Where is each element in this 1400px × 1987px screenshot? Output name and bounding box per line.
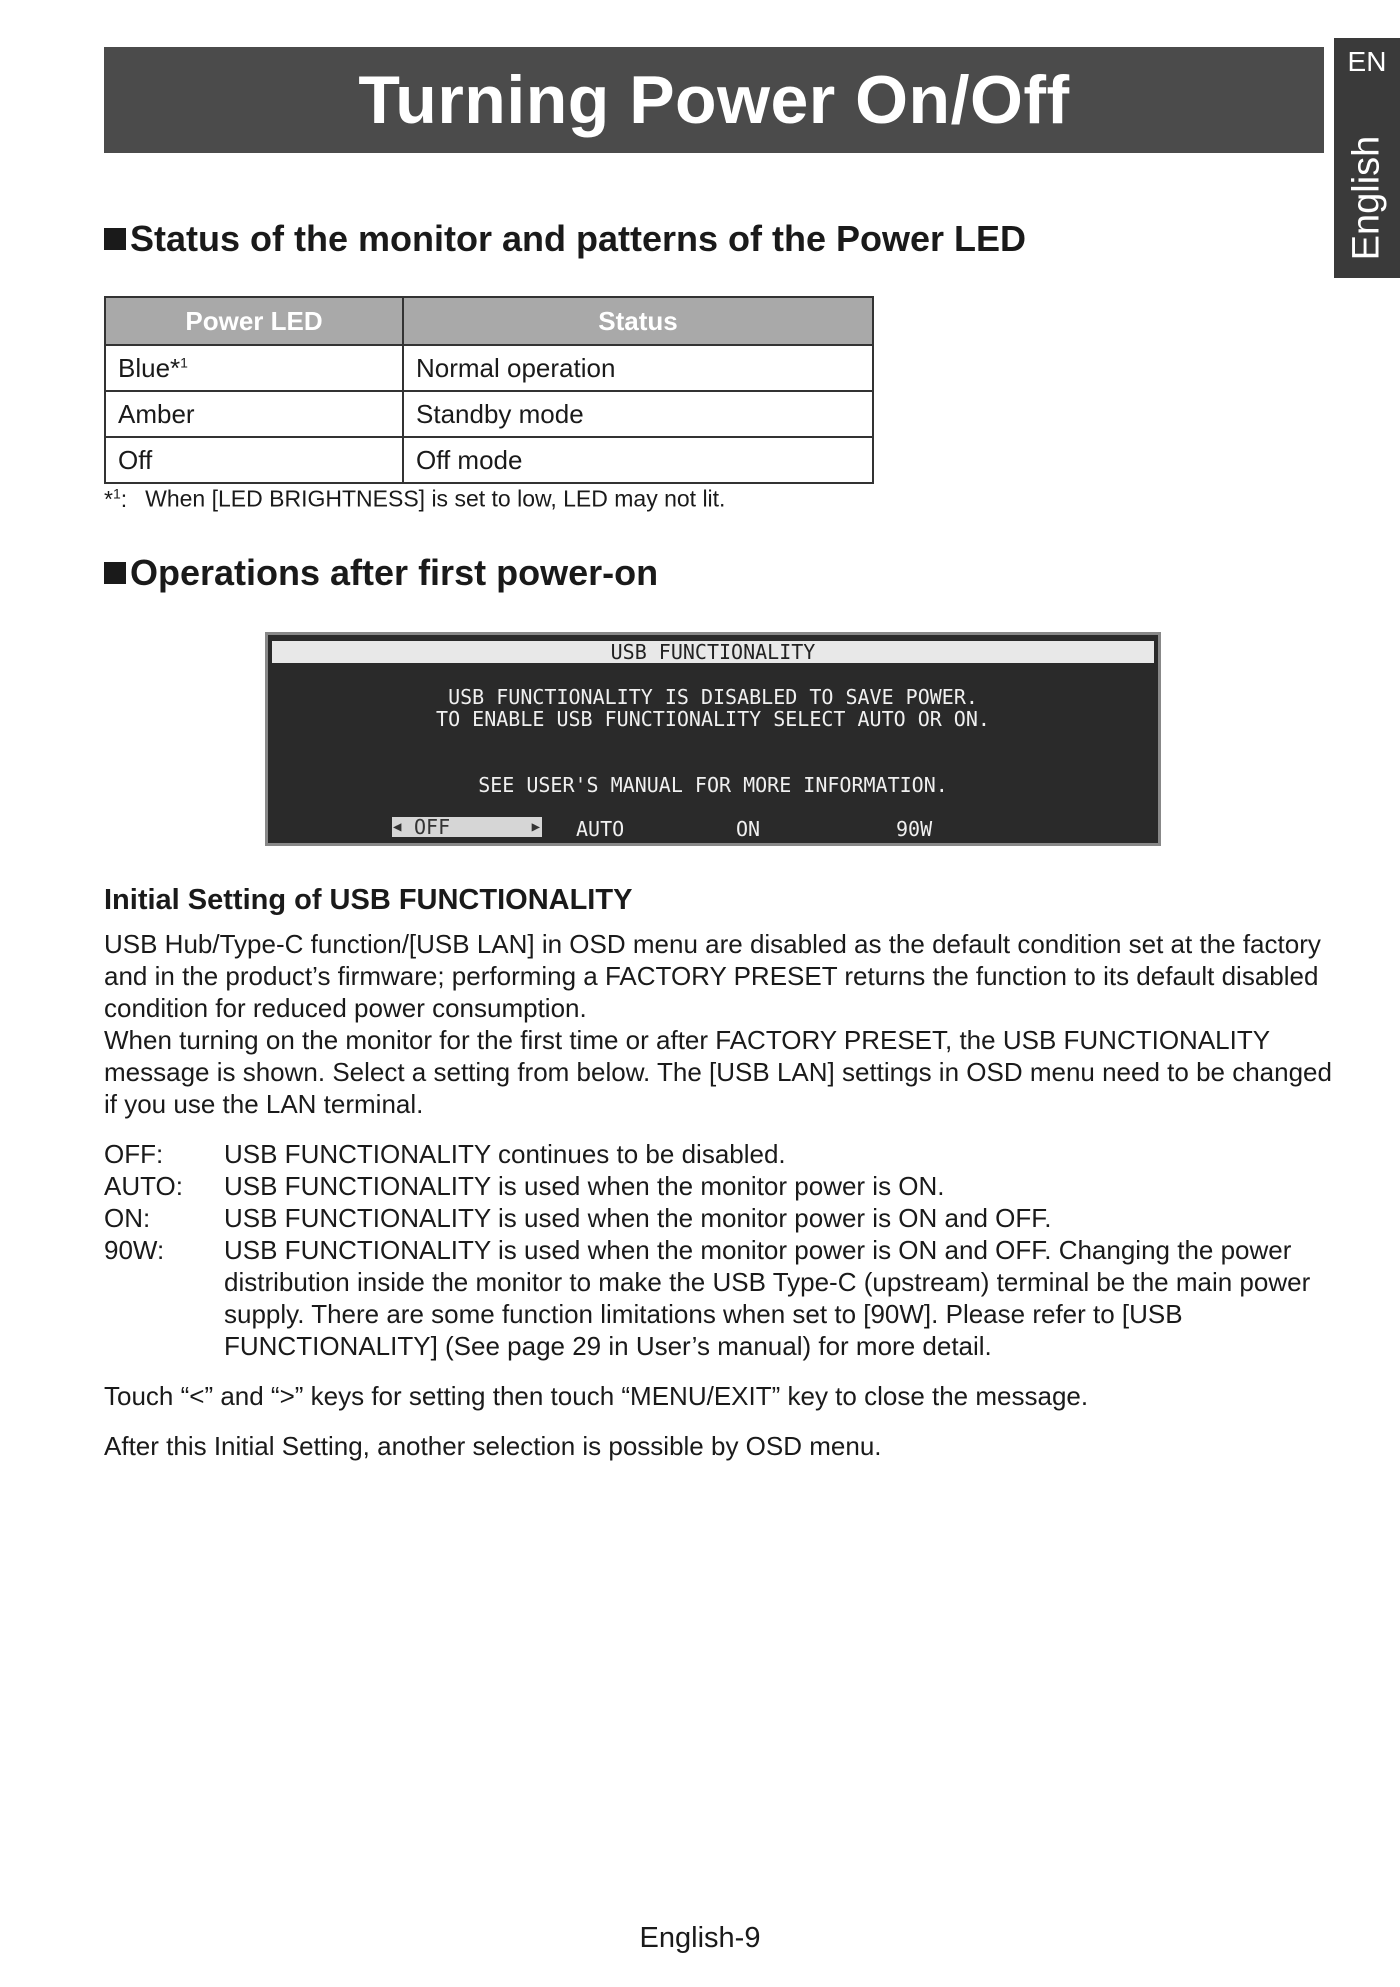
table-footnote bbox=[104, 485, 725, 513]
osd-option-off-selected[interactable] bbox=[392, 817, 542, 837]
left-arrow-icon: ◀ bbox=[393, 819, 402, 835]
table-cell-status: Standby mode bbox=[403, 391, 873, 437]
definition-term: 90W: bbox=[104, 1235, 165, 1265]
led-text: Blue* bbox=[118, 352, 181, 383]
table-header-row bbox=[105, 297, 873, 345]
page-number: English-9 bbox=[639, 1922, 761, 1954]
osd-usb-functionality-screen bbox=[265, 632, 1161, 846]
section-heading-text: Status of the monitor and patterns of the Power LED bbox=[130, 218, 1027, 259]
footnote-number: 1 bbox=[112, 485, 121, 501]
definition-row bbox=[104, 1138, 1334, 1170]
page-title: Turning Power On/Off bbox=[358, 62, 1070, 138]
definition-description: USB FUNCTIONALITY is used when the monitor power is ON and OFF. Changing the power distribution inside the monitor to make the USB Type-C (upstream) terminal be the main power supply. There are some function limitations when set to [90W]. Please refer to [USB FUNCTIONALITY] (See page 29 in User’s manual) for more detail. bbox=[224, 1235, 1311, 1361]
right-arrow-icon: ▶ bbox=[531, 819, 540, 835]
language-tab bbox=[1334, 38, 1400, 278]
footnote-text: When [LED BRIGHTNESS] is set to low, LED may not lit. bbox=[145, 485, 726, 512]
table-cell-led: Amber bbox=[105, 391, 403, 437]
language-name: English bbox=[1345, 135, 1388, 261]
osd-option-auto[interactable]: AUTO bbox=[576, 817, 625, 841]
footnote-ref: 1 bbox=[180, 353, 188, 370]
language-code: EN bbox=[1347, 46, 1387, 77]
section-heading-text: Operations after first power-on bbox=[130, 552, 659, 593]
section-heading-power-led bbox=[104, 218, 1026, 260]
definition-term: AUTO: bbox=[104, 1171, 183, 1201]
paragraph-first-power-on: When turning on the monitor for the first time or after FACTORY PRESET, the USB FUNCTIONALITY message is shown. Select a setting from below. The [USB LAN] settings in OSD menu need to be changed if you use the LAN terminal. bbox=[104, 1025, 1332, 1119]
osd-option-label: OFF bbox=[414, 815, 451, 839]
osd-option-on[interactable]: ON bbox=[736, 817, 761, 841]
power-led-table bbox=[104, 296, 874, 484]
paragraph-default-condition: USB Hub/Type-C function/[USB LAN] in OSD menu are disabled as the default condition set at the factory and in the product’s firmware; performing a FACTORY PRESET returns the function to its default disabled condition for reduced power consumption. bbox=[104, 929, 1321, 1023]
square-bullet-icon bbox=[104, 562, 126, 584]
table-header-power-led: Power LED bbox=[105, 297, 403, 345]
paragraph-after-setting: After this Initial Setting, another selection is possible by OSD menu. bbox=[104, 1431, 882, 1461]
definition-row bbox=[104, 1202, 1334, 1234]
definition-description: USB FUNCTIONALITY is used when the monitor power is ON and OFF. bbox=[224, 1203, 1052, 1233]
square-bullet-icon bbox=[104, 228, 126, 250]
table-header-status: Status bbox=[403, 297, 873, 345]
definition-term: OFF: bbox=[104, 1139, 164, 1169]
footnote-mark bbox=[104, 486, 127, 512]
osd-option-90w[interactable]: 90W bbox=[896, 817, 933, 841]
definition-row bbox=[104, 1170, 1334, 1202]
osd-message-line: USB FUNCTIONALITY IS DISABLED TO SAVE POWER. bbox=[448, 685, 978, 709]
table-cell-status: Normal operation bbox=[403, 345, 873, 391]
initial-setting-heading: Initial Setting of USB FUNCTIONALITY bbox=[104, 884, 633, 916]
page-title-bar bbox=[104, 47, 1324, 153]
table-row bbox=[105, 345, 873, 391]
table-cell-led: Off bbox=[105, 437, 403, 483]
definition-term: ON: bbox=[104, 1203, 151, 1233]
setting-definitions-list bbox=[104, 1138, 1334, 1362]
footnote-asterisk: * bbox=[104, 485, 113, 512]
definition-description: USB FUNCTIONALITY is used when the monitor power is ON. bbox=[224, 1171, 945, 1201]
table-row bbox=[105, 391, 873, 437]
osd-message-line: SEE USER'S MANUAL FOR MORE INFORMATION. bbox=[478, 773, 948, 797]
osd-message-line: TO ENABLE USB FUNCTIONALITY SELECT AUTO OR ON. bbox=[436, 707, 990, 731]
table-row bbox=[105, 437, 873, 483]
table-cell-status: Off mode bbox=[403, 437, 873, 483]
definition-row bbox=[104, 1234, 1334, 1362]
osd-title: USB FUNCTIONALITY bbox=[272, 641, 1154, 663]
section-heading-first-power-on bbox=[104, 552, 658, 594]
definition-description: USB FUNCTIONALITY continues to be disabled. bbox=[224, 1139, 786, 1169]
footnote-colon: : bbox=[120, 485, 128, 512]
paragraph-touch-keys: Touch “<” and “>” keys for setting then touch “MENU/EXIT” key to close the message. bbox=[104, 1381, 1089, 1411]
table-cell-led bbox=[105, 345, 403, 391]
